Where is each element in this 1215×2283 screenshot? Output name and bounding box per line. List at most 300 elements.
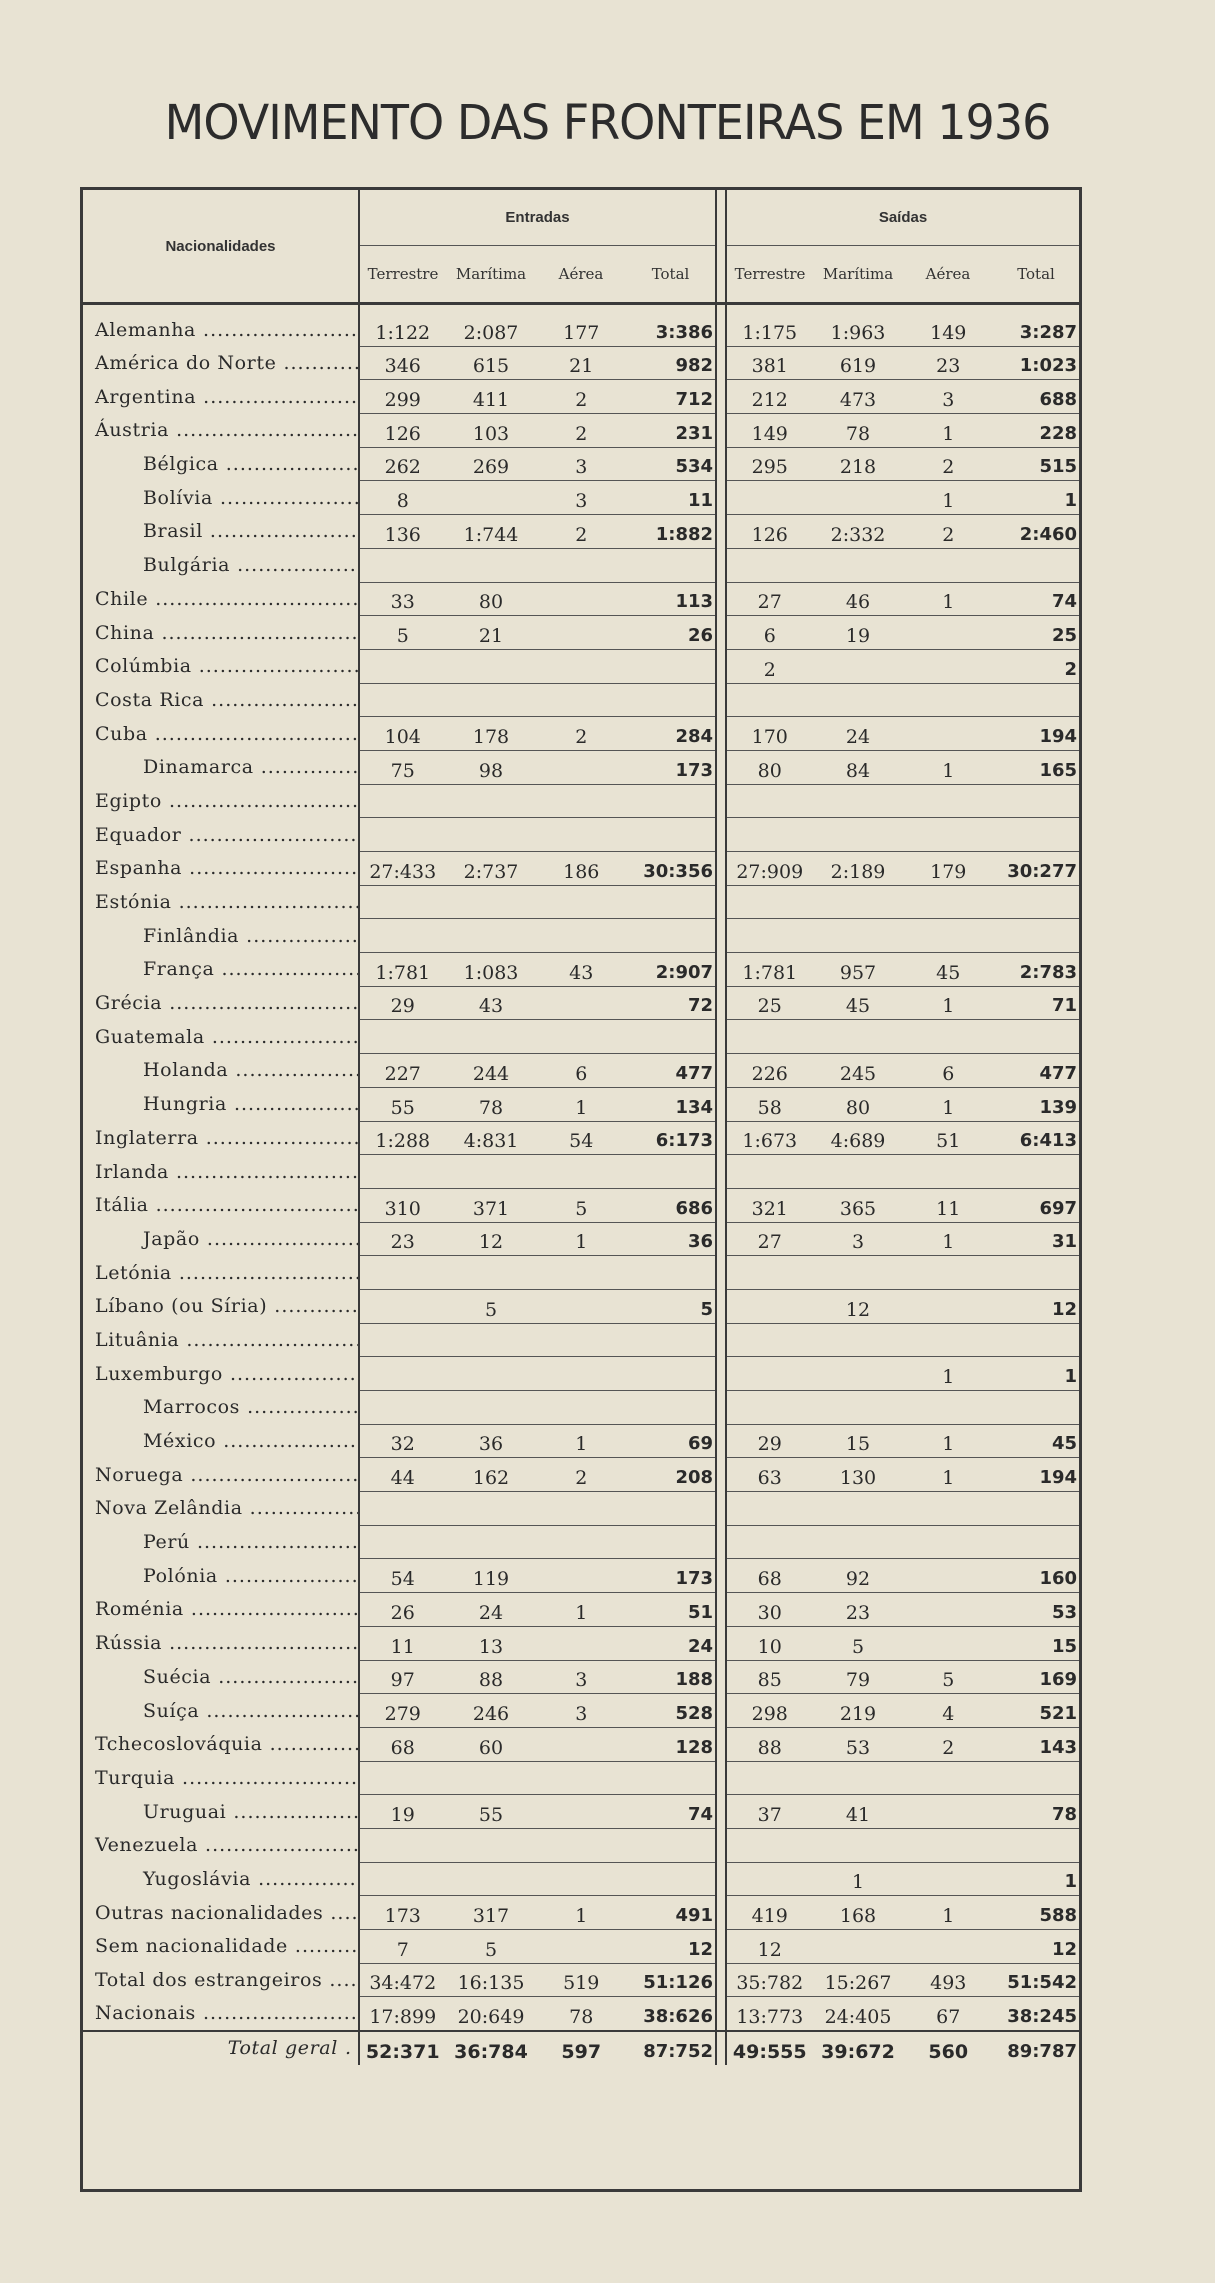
cell-saidas-maritima [813, 1525, 903, 1559]
cell-entradas-aerea: 177 [536, 304, 626, 347]
cell-saidas-aerea: 11 [903, 1188, 993, 1222]
cell-saidas-aerea: 179 [903, 852, 993, 886]
table-row [83, 380, 1079, 414]
cell-saidas-total: 1 [993, 1357, 1079, 1391]
cell-saidas-terrestre: 381 [726, 346, 813, 380]
cell-entradas-total [626, 919, 716, 953]
cell-entradas-terrestre: 310 [359, 1188, 446, 1222]
cell-entradas-maritima: 2:087 [446, 304, 536, 347]
cell-entradas-terrestre [359, 818, 446, 852]
table-row [83, 818, 1079, 852]
table-row [83, 1289, 1079, 1323]
cell-entradas-aerea: 3 [536, 1694, 626, 1728]
cell-entradas-total: 128 [626, 1727, 716, 1761]
cell-entradas-aerea: 3 [536, 481, 626, 515]
table-row [83, 1054, 1079, 1088]
cell-saidas-total [993, 1020, 1079, 1054]
nationality-name: Estónia ..... [83, 885, 359, 919]
cell-saidas-aerea: 149 [903, 304, 993, 347]
cell-saidas-maritima: 2:332 [813, 515, 903, 549]
cell-entradas-total: 6:173 [626, 1121, 716, 1155]
column-separator [716, 885, 726, 919]
table-row [83, 1963, 1079, 1997]
nationality-name: Lituânia ..... [83, 1323, 359, 1357]
cell-saidas-aerea: 2 [903, 1727, 993, 1761]
cell-saidas-maritima: 3 [813, 1222, 903, 1256]
cell-saidas-total: 2:460 [993, 515, 1079, 549]
nationality-name: Equador ..... [83, 818, 359, 852]
border-movement-table [83, 190, 1079, 2065]
cell-saidas-total: 477 [993, 1054, 1079, 1088]
cell-entradas-aerea [536, 1761, 626, 1795]
cell-saidas-maritima: 84 [813, 750, 903, 784]
column-separator [716, 447, 726, 481]
cell-entradas-maritima: 2:737 [446, 852, 536, 886]
cell-saidas-terrestre [726, 919, 813, 953]
cell-entradas-terrestre: 126 [359, 414, 446, 448]
header-saidas-maritima: Marítima [813, 246, 903, 304]
cell-entradas-maritima: 178 [446, 717, 536, 751]
cell-entradas-terrestre: 7 [359, 1930, 446, 1964]
table-row [83, 1626, 1079, 1660]
cell-saidas-total: 1 [993, 481, 1079, 515]
nationality-name: Hungria ..... [83, 1087, 359, 1121]
cell-entradas-total: 24 [626, 1626, 716, 1660]
cell-saidas-aerea: 560 [903, 2031, 993, 2065]
column-separator [716, 616, 726, 650]
nationality-name: Bélgica ..... [83, 447, 359, 481]
cell-saidas-aerea: 1 [903, 1424, 993, 1458]
cell-saidas-terrestre: 35:782 [726, 1963, 813, 1997]
cell-saidas-terrestre [726, 481, 813, 515]
column-separator [716, 1761, 726, 1795]
cell-saidas-maritima [813, 1323, 903, 1357]
cell-saidas-total: 169 [993, 1660, 1079, 1694]
nationality-name: Holanda ..... [83, 1054, 359, 1088]
cell-entradas-total [626, 1323, 716, 1357]
table-row [83, 1795, 1079, 1829]
cell-entradas-maritima [446, 1525, 536, 1559]
cell-entradas-terrestre: 97 [359, 1660, 446, 1694]
cell-entradas-aerea [536, 616, 626, 650]
cell-saidas-total: 697 [993, 1188, 1079, 1222]
cell-entradas-total [626, 1525, 716, 1559]
cell-saidas-total: 12 [993, 1289, 1079, 1323]
cell-saidas-total [993, 784, 1079, 818]
cell-saidas-maritima [813, 1828, 903, 1862]
cell-entradas-maritima: 24 [446, 1593, 536, 1627]
cell-entradas-total: 12 [626, 1930, 716, 1964]
cell-entradas-terrestre: 68 [359, 1727, 446, 1761]
nationality-name: China ..... [83, 616, 359, 650]
column-separator [716, 784, 726, 818]
column-separator [716, 986, 726, 1020]
cell-entradas-maritima [446, 1357, 536, 1391]
cell-entradas-maritima [446, 1862, 536, 1896]
cell-saidas-aerea: 6 [903, 1054, 993, 1088]
cell-saidas-terrestre: 126 [726, 515, 813, 549]
cell-saidas-total: 89:787 [993, 2031, 1079, 2065]
cell-entradas-aerea [536, 1862, 626, 1896]
cell-saidas-aerea [903, 1155, 993, 1189]
cell-saidas-aerea: 3 [903, 380, 993, 414]
column-separator [716, 1559, 726, 1593]
cell-saidas-maritima: 1:963 [813, 304, 903, 347]
cell-entradas-total: 87:752 [626, 2031, 716, 2065]
cell-saidas-terrestre: 2 [726, 649, 813, 683]
nationality-name: Nacionais ..... [83, 1997, 359, 2031]
cell-saidas-total: 15 [993, 1626, 1079, 1660]
cell-entradas-maritima: 60 [446, 1727, 536, 1761]
cell-entradas-terrestre: 33 [359, 582, 446, 616]
cell-saidas-maritima: 130 [813, 1458, 903, 1492]
cell-saidas-terrestre: 27:909 [726, 852, 813, 886]
cell-saidas-aerea [903, 1795, 993, 1829]
cell-entradas-maritima [446, 1020, 536, 1054]
nationality-name: Líbano (ou Síria) ..... [83, 1289, 359, 1323]
cell-saidas-terrestre: 1:781 [726, 953, 813, 987]
cell-saidas-maritima: 219 [813, 1694, 903, 1728]
cell-entradas-total: 231 [626, 414, 716, 448]
cell-saidas-total [993, 1525, 1079, 1559]
cell-saidas-terrestre [726, 1155, 813, 1189]
cell-saidas-aerea: 4 [903, 1694, 993, 1728]
column-separator [716, 346, 726, 380]
cell-entradas-total: 3:386 [626, 304, 716, 347]
cell-saidas-aerea: 67 [903, 1997, 993, 2031]
cell-saidas-maritima: 24 [813, 717, 903, 751]
cell-saidas-terrestre: 63 [726, 1458, 813, 1492]
cell-saidas-maritima: 619 [813, 346, 903, 380]
cell-entradas-aerea [536, 1626, 626, 1660]
cell-entradas-total: 173 [626, 1559, 716, 1593]
cell-saidas-total: 30:277 [993, 852, 1079, 886]
cell-entradas-aerea [536, 1256, 626, 1290]
nationality-name: Polónia ..... [83, 1559, 359, 1593]
header-entradas-terrestre: Terrestre [359, 246, 446, 304]
column-separator [716, 1930, 726, 1964]
cell-entradas-maritima: 20:649 [446, 1997, 536, 2031]
nationality-name: Sem nacionalidade ..... [83, 1930, 359, 1964]
cell-saidas-maritima [813, 784, 903, 818]
cell-saidas-aerea [903, 919, 993, 953]
cell-entradas-maritima: 55 [446, 1795, 536, 1829]
cell-entradas-maritima [446, 784, 536, 818]
cell-saidas-terrestre: 226 [726, 1054, 813, 1088]
cell-saidas-aerea: 1 [903, 1357, 993, 1391]
cell-saidas-maritima [813, 548, 903, 582]
cell-entradas-aerea [536, 986, 626, 1020]
cell-saidas-terrestre: 13:773 [726, 1997, 813, 2031]
cell-entradas-terrestre [359, 649, 446, 683]
cell-entradas-aerea: 597 [536, 2031, 626, 2065]
table-row [83, 1660, 1079, 1694]
cell-saidas-aerea [903, 885, 993, 919]
cell-saidas-total: 228 [993, 414, 1079, 448]
cell-saidas-aerea [903, 1761, 993, 1795]
cell-entradas-terrestre [359, 1357, 446, 1391]
cell-entradas-total [626, 1256, 716, 1290]
cell-saidas-total: 38:245 [993, 1997, 1079, 2031]
cell-saidas-aerea: 1 [903, 582, 993, 616]
cell-entradas-maritima [446, 649, 536, 683]
cell-saidas-maritima [813, 1256, 903, 1290]
table-row [83, 1930, 1079, 1964]
cell-entradas-maritima [446, 1155, 536, 1189]
column-separator [716, 1054, 726, 1088]
cell-saidas-aerea: 1 [903, 1222, 993, 1256]
cell-entradas-maritima: 615 [446, 346, 536, 380]
cell-entradas-aerea [536, 1289, 626, 1323]
nationality-name: Nova Zelândia ..... [83, 1492, 359, 1526]
cell-entradas-aerea: 21 [536, 346, 626, 380]
cell-saidas-maritima: 53 [813, 1727, 903, 1761]
cell-entradas-aerea [536, 548, 626, 582]
cell-entradas-total: 5 [626, 1289, 716, 1323]
cell-entradas-total [626, 1391, 716, 1425]
cell-saidas-total: 521 [993, 1694, 1079, 1728]
cell-saidas-total: 51:542 [993, 1963, 1079, 1997]
nationality-name: Espanha ..... [83, 852, 359, 886]
cell-saidas-maritima: 79 [813, 1660, 903, 1694]
column-separator [716, 582, 726, 616]
cell-entradas-terrestre: 173 [359, 1896, 446, 1930]
cell-saidas-maritima: 473 [813, 380, 903, 414]
column-separator [716, 1256, 726, 1290]
column-separator [716, 481, 726, 515]
column-separator [716, 1727, 726, 1761]
cell-saidas-terrestre: 298 [726, 1694, 813, 1728]
column-separator [716, 2031, 726, 2065]
cell-saidas-total: 688 [993, 380, 1079, 414]
cell-entradas-terrestre [359, 1525, 446, 1559]
nationality-name: Luxemburgo ..... [83, 1357, 359, 1391]
table-row [83, 304, 1079, 347]
cell-saidas-terrestre: 85 [726, 1660, 813, 1694]
cell-entradas-aerea: 2 [536, 717, 626, 751]
cell-entradas-aerea: 186 [536, 852, 626, 886]
cell-entradas-total: 36 [626, 1222, 716, 1256]
table-row [83, 1559, 1079, 1593]
cell-saidas-aerea [903, 1828, 993, 1862]
cell-entradas-aerea: 2 [536, 380, 626, 414]
cell-saidas-maritima [813, 818, 903, 852]
cell-saidas-maritima: 1 [813, 1862, 903, 1896]
cell-entradas-terrestre [359, 548, 446, 582]
nationality-name: Cuba ..... [83, 717, 359, 751]
cell-saidas-maritima [813, 1357, 903, 1391]
nationality-name: Inglaterra ..... [83, 1121, 359, 1155]
cell-saidas-total [993, 818, 1079, 852]
cell-saidas-total: 71 [993, 986, 1079, 1020]
cell-entradas-total: 69 [626, 1424, 716, 1458]
column-separator [716, 717, 726, 751]
cell-entradas-total [626, 818, 716, 852]
nationality-name: Marrocos ..... [83, 1391, 359, 1425]
cell-entradas-terrestre [359, 1155, 446, 1189]
cell-entradas-terrestre [359, 1289, 446, 1323]
cell-saidas-aerea: 1 [903, 481, 993, 515]
cell-saidas-terrestre [726, 1357, 813, 1391]
cell-entradas-total: 134 [626, 1087, 716, 1121]
table-row [83, 1121, 1079, 1155]
cell-entradas-aerea: 1 [536, 1087, 626, 1121]
cell-saidas-maritima: 24:405 [813, 1997, 903, 2031]
cell-entradas-maritima: 21 [446, 616, 536, 650]
cell-entradas-terrestre [359, 1862, 446, 1896]
cell-saidas-total [993, 683, 1079, 717]
table-row [83, 447, 1079, 481]
cell-entradas-maritima: 1:083 [446, 953, 536, 987]
cell-saidas-aerea: 1 [903, 750, 993, 784]
table-row [83, 852, 1079, 886]
cell-saidas-aerea: 2 [903, 515, 993, 549]
cell-saidas-terrestre [726, 548, 813, 582]
cell-saidas-maritima [813, 1155, 903, 1189]
cell-saidas-aerea [903, 649, 993, 683]
cell-saidas-aerea: 1 [903, 1087, 993, 1121]
cell-entradas-terrestre [359, 683, 446, 717]
header-entradas-maritima: Marítima [446, 246, 536, 304]
nationality-name: Irlanda ..... [83, 1155, 359, 1189]
table-row [83, 582, 1079, 616]
nationality-name: Venezuela ..... [83, 1828, 359, 1862]
cell-saidas-aerea [903, 548, 993, 582]
column-separator [716, 1357, 726, 1391]
column-separator [716, 852, 726, 886]
table-row [83, 1593, 1079, 1627]
cell-saidas-total [993, 1828, 1079, 1862]
cell-saidas-aerea: 1 [903, 414, 993, 448]
cell-saidas-terrestre: 295 [726, 447, 813, 481]
cell-entradas-maritima: 80 [446, 582, 536, 616]
cell-saidas-terrestre [726, 683, 813, 717]
cell-saidas-maritima: 218 [813, 447, 903, 481]
cell-saidas-aerea [903, 1323, 993, 1357]
cell-entradas-maritima [446, 1492, 536, 1526]
cell-saidas-total: 2:783 [993, 953, 1079, 987]
cell-entradas-terrestre [359, 885, 446, 919]
column-separator [716, 1424, 726, 1458]
column-separator [716, 414, 726, 448]
nationality-name: Dinamarca ..... [83, 750, 359, 784]
column-separator [716, 1087, 726, 1121]
table-row [83, 414, 1079, 448]
cell-entradas-aerea [536, 1492, 626, 1526]
cell-entradas-total: 30:356 [626, 852, 716, 886]
cell-entradas-terrestre: 19 [359, 1795, 446, 1829]
cell-saidas-maritima: 365 [813, 1188, 903, 1222]
nationality-name: América do Norte ..... [83, 346, 359, 380]
cell-entradas-maritima: 119 [446, 1559, 536, 1593]
cell-saidas-terrestre [726, 1323, 813, 1357]
nationality-name: Letónia ..... [83, 1256, 359, 1290]
cell-entradas-aerea: 2 [536, 414, 626, 448]
nationality-name: Colúmbia ..... [83, 649, 359, 683]
cell-entradas-total: 712 [626, 380, 716, 414]
cell-entradas-terrestre: 5 [359, 616, 446, 650]
cell-entradas-total [626, 784, 716, 818]
cell-entradas-maritima: 13 [446, 1626, 536, 1660]
cell-saidas-total: 25 [993, 616, 1079, 650]
table-row [83, 919, 1079, 953]
cell-saidas-maritima: 19 [813, 616, 903, 650]
column-separator [716, 1525, 726, 1559]
cell-saidas-aerea: 51 [903, 1121, 993, 1155]
cell-entradas-total [626, 1357, 716, 1391]
table-row [83, 1896, 1079, 1930]
cell-entradas-maritima: 411 [446, 380, 536, 414]
cell-saidas-maritima: 4:689 [813, 1121, 903, 1155]
nationality-name: Bolívia ..... [83, 481, 359, 515]
cell-entradas-terrestre [359, 1492, 446, 1526]
cell-entradas-maritima: 88 [446, 1660, 536, 1694]
cell-entradas-total: 26 [626, 616, 716, 650]
cell-saidas-aerea [903, 1626, 993, 1660]
cell-saidas-terrestre: 149 [726, 414, 813, 448]
cell-saidas-aerea: 2 [903, 447, 993, 481]
cell-saidas-terrestre: 27 [726, 1222, 813, 1256]
cell-saidas-maritima: 45 [813, 986, 903, 1020]
cell-saidas-maritima [813, 1020, 903, 1054]
cell-saidas-terrestre [726, 784, 813, 818]
cell-entradas-maritima: 98 [446, 750, 536, 784]
header-entradas-aerea: Aérea [536, 246, 626, 304]
column-separator [716, 1155, 726, 1189]
cell-entradas-total: 51 [626, 1593, 716, 1627]
cell-saidas-aerea [903, 683, 993, 717]
cell-saidas-aerea: 1 [903, 1458, 993, 1492]
cell-entradas-total: 1:882 [626, 515, 716, 549]
cell-saidas-total: 2 [993, 649, 1079, 683]
cell-entradas-aerea [536, 1525, 626, 1559]
cell-saidas-terrestre: 49:555 [726, 2031, 813, 2065]
table-row [83, 1256, 1079, 1290]
cell-entradas-terrestre: 262 [359, 447, 446, 481]
table-row [83, 616, 1079, 650]
cell-saidas-total [993, 919, 1079, 953]
cell-entradas-aerea: 2 [536, 515, 626, 549]
cell-saidas-maritima: 12 [813, 1289, 903, 1323]
cell-saidas-total: 143 [993, 1727, 1079, 1761]
cell-entradas-terrestre: 11 [359, 1626, 446, 1660]
cell-entradas-terrestre: 346 [359, 346, 446, 380]
cell-saidas-total: 12 [993, 1930, 1079, 1964]
cell-entradas-aerea [536, 649, 626, 683]
cell-entradas-total: 74 [626, 1795, 716, 1829]
nationality-name: Outras nacionalidades ..... [83, 1896, 359, 1930]
cell-saidas-maritima: 957 [813, 953, 903, 987]
cell-saidas-aerea [903, 784, 993, 818]
cell-saidas-terrestre: 88 [726, 1727, 813, 1761]
cell-entradas-terrestre: 8 [359, 481, 446, 515]
cell-entradas-total: 113 [626, 582, 716, 616]
cell-saidas-terrestre: 30 [726, 1593, 813, 1627]
cell-saidas-maritima [813, 919, 903, 953]
cell-entradas-total [626, 1761, 716, 1795]
nationality-name: Alemanha ..... [83, 304, 359, 347]
nationality-name: Grécia ..... [83, 986, 359, 1020]
table-row [83, 1862, 1079, 1896]
cell-saidas-maritima: 245 [813, 1054, 903, 1088]
cell-saidas-terrestre [726, 818, 813, 852]
column-separator [716, 1963, 726, 1997]
cell-saidas-aerea [903, 1492, 993, 1526]
cell-saidas-terrestre [726, 1862, 813, 1896]
column-separator [716, 919, 726, 953]
cell-entradas-terrestre: 75 [359, 750, 446, 784]
table-row [83, 1222, 1079, 1256]
